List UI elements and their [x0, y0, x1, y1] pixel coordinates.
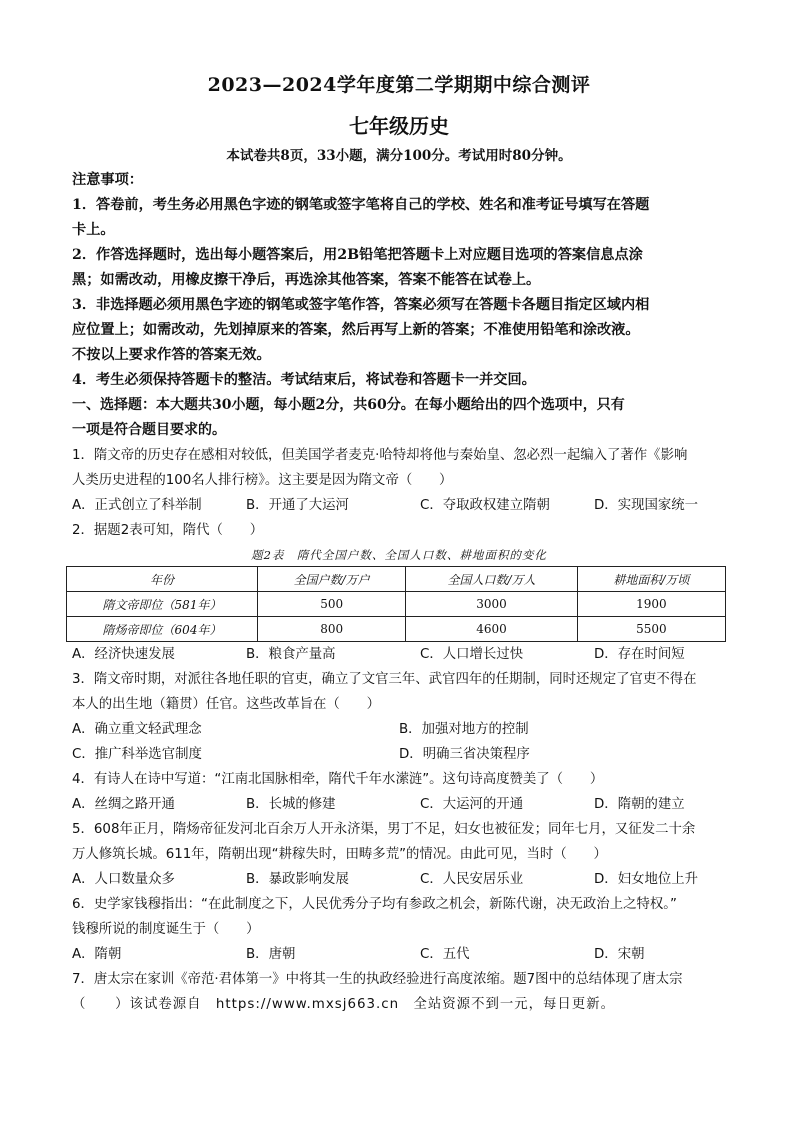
exam-info: 本试卷共8页，33小题，满分100分。考试用时80分钟。 — [226, 148, 572, 164]
question-stem: 2．据题2表可知，隋代（ ） — [72, 523, 264, 538]
question-stem: 4．有诗人在诗中写道：“江南北国脉相牵，隋代千年水潆涟”。这句诗高度赞美了（ ） — [72, 772, 604, 787]
question-1 — [72, 443, 726, 518]
question-stem: 人类历史进程的100名人排行榜》。这主要是因为隋文帝（ ） — [72, 473, 453, 488]
table-row — [67, 592, 726, 617]
question-stem: 7．唐太宗在家训《帝范·君体第一》中将其一生的执政经验进行高度浓缩。题7图中的总结体现了唐太宗 — [72, 972, 683, 987]
question-stem: 6．史学家钱穆指出：“在此制度之下，人民优秀分子均有参政之机会，新陈代谢，决无政治上之特权。” — [72, 897, 677, 912]
notes-line: 应位置上；如需改动，先划掉原来的答案，然后再写上新的答案；不准使用铅笔和涂改液。 — [72, 322, 640, 338]
table-cell: 隋文帝即位（581年） — [67, 592, 258, 617]
notes-line: 2．作答选择题时，选出每小题答案后，用2B铅笔把答题卡上对应题目选项的答案信息点涂 — [72, 247, 643, 263]
table-header-cell: 全国户数/万户 — [258, 567, 406, 592]
question-stem: 万人修筑长城。611年，隋朝出现“耕稼失时，田畴多荒”的情况。由此可见，当时（ ） — [72, 847, 607, 862]
option-c[interactable]: C．人口增长过快 — [420, 647, 524, 662]
notes-line: 卡上。 — [72, 222, 115, 238]
option-a[interactable]: A．隋朝 — [72, 947, 122, 962]
question-3 — [72, 667, 726, 767]
section-heading — [72, 393, 726, 443]
table-cell: 隋炀帝即位（604年） — [67, 617, 258, 642]
question-6 — [72, 892, 726, 967]
question-stem: 3．隋文帝时期，对派往各地任职的官吏，确立了文官三年、武官四年的任期制，同时还规定了官吏不得在 — [72, 672, 697, 687]
table-header-cell: 年份 — [67, 567, 258, 592]
table-cell: 4600 — [406, 617, 577, 642]
source-watermark-line: （ ）该试卷源自 https://www.mxsj663.cn 全站资源不到一元，每日更新。 — [72, 997, 615, 1012]
data-table — [66, 566, 726, 642]
question-stem: 5．608年正月，隋炀帝征发河北百余万人开永济渠，男丁不足，妇女也被征发；同年七月，又征发二十余 — [72, 822, 696, 837]
exam-title: 2023—2024学年度第二学期期中综合测评 — [207, 74, 591, 96]
notes-line: 1．答卷前，考生务必用黑色字迹的钢笔或签字笔将自己的学校、姓名和准考证号填写在答题 — [72, 197, 650, 213]
option-c[interactable]: C．五代 — [420, 947, 470, 962]
question-stem: 本人的出生地（籍贯）任官。这些改革旨在（ ） — [72, 697, 380, 712]
table-caption: 题2表 隋代全国户数、全国人口数、耕地面积的变化 — [251, 548, 547, 562]
notes-line: 不按以上要求作答的答案无效。 — [72, 347, 271, 363]
question-7 — [72, 967, 726, 1017]
table-cell: 5500 — [577, 617, 725, 642]
exam-page — [72, 70, 726, 1017]
option-c[interactable]: C．人民安居乐业 — [420, 872, 524, 887]
option-b[interactable]: B．粮食产量高 — [246, 647, 336, 662]
option-a[interactable]: A．人口数量众多 — [72, 872, 175, 887]
table-cell: 3000 — [406, 592, 577, 617]
option-d[interactable]: D．隋朝的建立 — [594, 797, 685, 812]
table-cell: 1900 — [577, 592, 725, 617]
question-stem: 钱穆所说的制度诞生于（ ） — [72, 922, 260, 937]
option-d[interactable]: D．明确三省决策程序 — [399, 747, 530, 762]
option-d[interactable]: D．存在时间短 — [594, 647, 685, 662]
table-header-cell: 耕地面积/万顷 — [577, 567, 725, 592]
option-a[interactable]: A．正式创立了科举制 — [72, 498, 202, 513]
options-row — [72, 792, 726, 817]
options-row — [72, 742, 726, 767]
notes-block — [72, 168, 726, 393]
option-c[interactable]: C．推广科举选官制度 — [72, 747, 202, 762]
option-c[interactable]: C．夺取政权建立隋朝 — [420, 498, 550, 513]
option-a[interactable]: A．确立重文轻武理念 — [72, 722, 202, 737]
table-row — [67, 617, 726, 642]
question-2 — [72, 518, 726, 667]
notes-line: 黑；如需改动，用橡皮擦干净后，再选涂其他答案，答案不能答在试卷上。 — [72, 272, 541, 288]
option-d[interactable]: D．妇女地位上升 — [594, 872, 699, 887]
option-d[interactable]: D．宋朝 — [594, 947, 645, 962]
option-b[interactable]: B．长城的修建 — [246, 797, 336, 812]
notes-line: 4．考生必须保持答题卡的整洁。考试结束后，将试卷和答题卡一并交回。 — [72, 372, 536, 388]
notes-heading: 注意事项： — [72, 172, 143, 188]
section-line: 一项是符合题目要求的。 — [72, 422, 226, 438]
options-row — [72, 942, 726, 967]
options-row — [72, 493, 726, 518]
notes-line: 3．非选择题必须用黑色字迹的钢笔或签字笔作答，答案必须写在答题卡各题目指定区域内相 — [72, 297, 650, 313]
option-a[interactable]: A．丝绸之路开通 — [72, 797, 175, 812]
table-header-row — [67, 567, 726, 592]
options-row — [72, 642, 726, 667]
option-b[interactable]: B．开通了大运河 — [246, 498, 349, 513]
exam-subtitle: 七年级历史 — [349, 114, 449, 138]
option-b[interactable]: B．暴政影响发展 — [246, 872, 349, 887]
table-cell: 800 — [258, 617, 406, 642]
option-a[interactable]: A．经济快速发展 — [72, 647, 175, 662]
table-cell: 500 — [258, 592, 406, 617]
question-5 — [72, 817, 726, 892]
section-line: 一、选择题：本大题共30小题，每小题2分，共60分。在每小题给出的四个选项中，只有 — [72, 397, 625, 413]
option-b[interactable]: B．唐朝 — [246, 947, 296, 962]
options-row — [72, 717, 726, 742]
option-c[interactable]: C．大运河的开通 — [420, 797, 524, 812]
option-d[interactable]: D．实现国家统一 — [594, 498, 699, 513]
question-stem: 1．隋文帝的历史存在感相对较低，但美国学者麦克·哈特却将他与秦始皇、忽必烈一起编入了著作《影响 — [72, 448, 688, 463]
table-header-cell: 全国人口数/万人 — [406, 567, 577, 592]
options-row — [72, 867, 726, 892]
option-b[interactable]: B．加强对地方的控制 — [399, 722, 529, 737]
question-4 — [72, 767, 726, 817]
